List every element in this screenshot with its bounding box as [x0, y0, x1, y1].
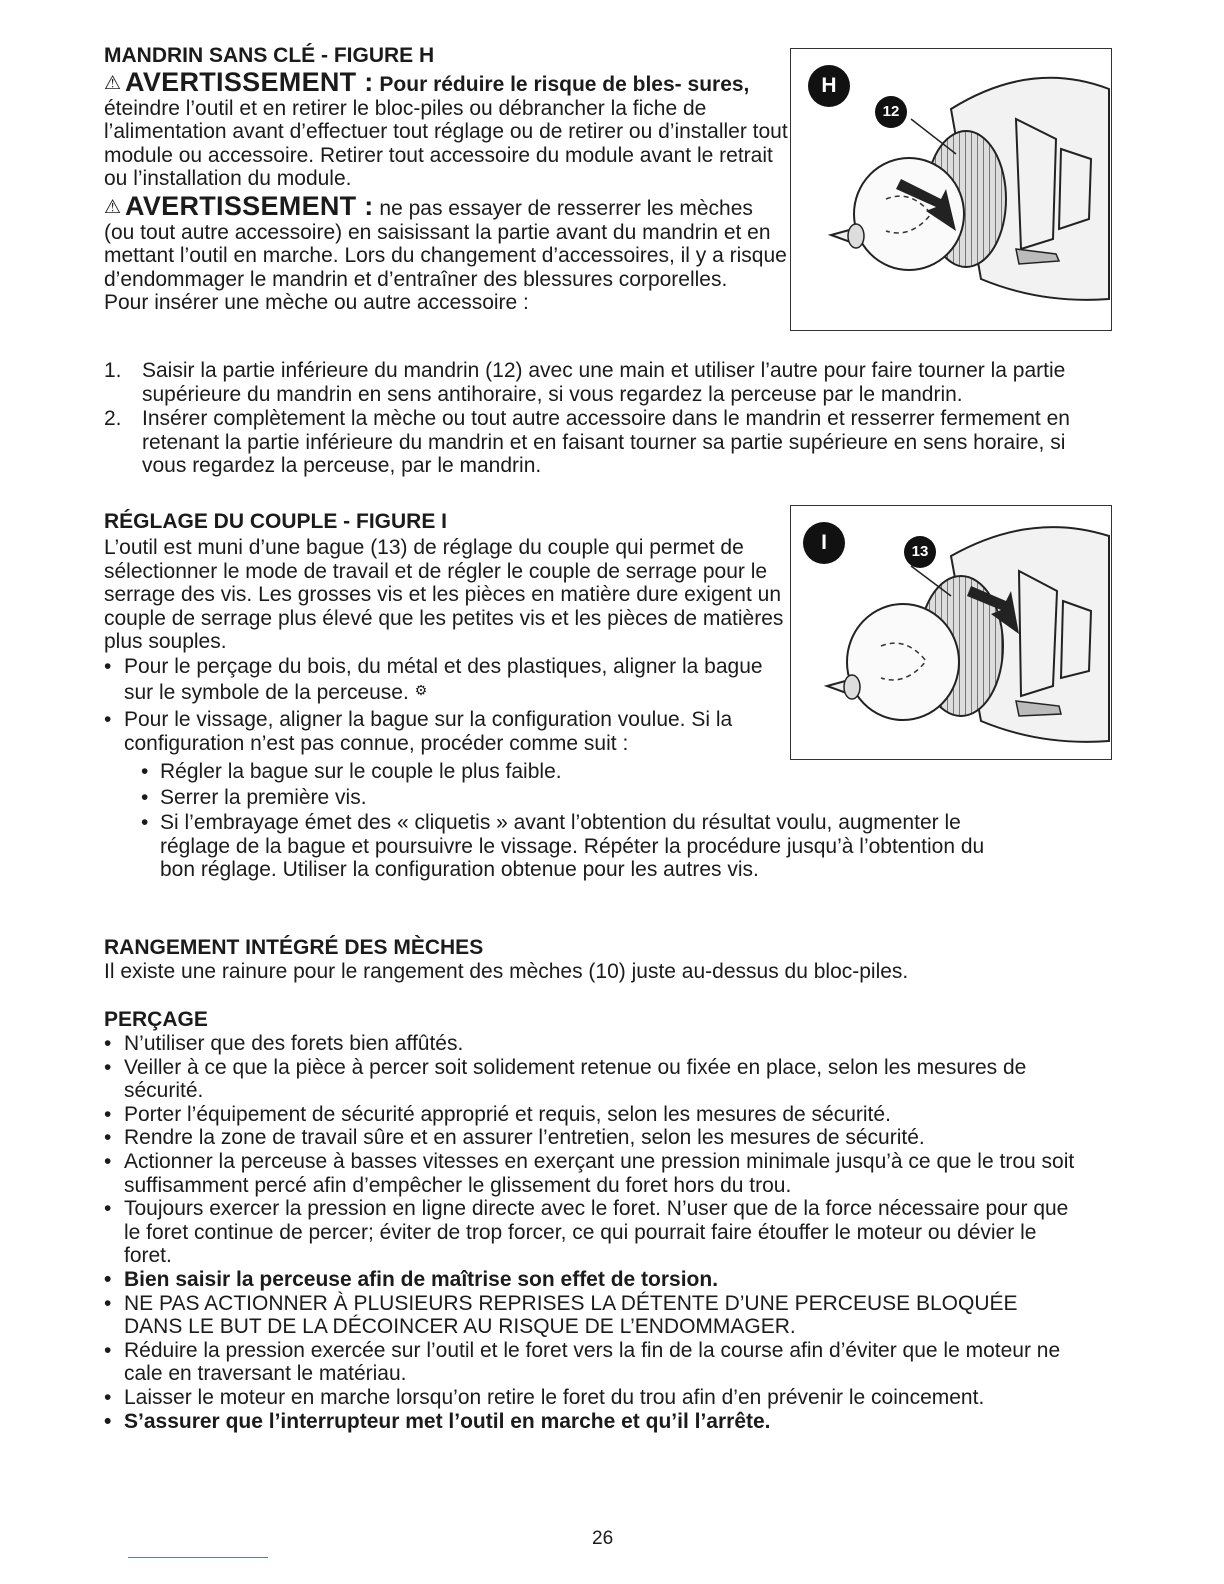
callout-badge: 12 [875, 96, 907, 128]
warning-1-text: éteindre l’outil et en retirer le bloc-piles ou débrancher la fiche de l’alimentation avant d’effectuer tout réglage ou de retirer ou d’installer tout module ou accessoire. Retirer tout accessoire du module avant le retrait ou l’installation du module. [104, 96, 788, 191]
torque-sub-bullets [104, 760, 1074, 882]
list-item: • NE PAS ACTIONNER À PLUSIEURS REPRISES LA DÉTENTE D’UNE PERCEUSE BLOQUÉE DANS LE BUT DE LA DÉCOINCER AU RISQUE DE L’ENDOMMAGER. [104, 1291, 1018, 1339]
list-item: • Si l’embrayage émet des « cliquetis » avant l’obtention du résultat voulu, augmenter le réglage de la bague et poursuivre le vissage. Répéter la procédure jusqu’à l’obtention du bon réglage. Utiliser la configuration obtenue pour les autres vis. [141, 811, 985, 882]
list-item: • Veiller à ce que la pièce à percer soit solidement retenue ou fixée en place, selon les mesures de sécurité. [104, 1055, 1027, 1103]
figure-h [790, 48, 1112, 331]
chuck-steps [104, 359, 1094, 478]
section-torque [104, 510, 788, 755]
figure-letter-badge: H [808, 65, 850, 107]
drilling-bullets [104, 1032, 1104, 1433]
warning-triangle-icon: ⚠ [104, 196, 122, 218]
section-title-torque: RÉGLAGE DU COUPLE - FIGURE I [104, 510, 448, 533]
list-item: 2. Insérer complètement la mèche ou tout autre accessoire dans le mandrin et resserrer fermement en retenant la partie inférieure du mandrin et en faisant tourner sa partie supérieure en sens horaire, si vous regardez la perceuse, par le mandrin. [104, 407, 1070, 478]
list-item: • Réduire la pression exercée sur l’outil et le foret vers la fin de la course afin d’éviter que le moteur ne cale en traversant le matériau. [104, 1338, 1061, 1386]
list-item: • Laisser le moteur en marche lorsqu’on retire le foret du trou afin d’en prévenir le coincement. [104, 1385, 985, 1409]
section-drilling [104, 1008, 1104, 1433]
warning-2-label: AVERTISSEMENT : [125, 190, 374, 221]
figure-i [790, 505, 1112, 760]
section-title-storage: RANGEMENT INTÉGRÉ DES MÈCHES [104, 936, 484, 959]
section-title-drilling: PERÇAGE [104, 1008, 208, 1031]
section-bit-storage [104, 936, 1104, 984]
list-item: • Actionner la perceuse à basses vitesses en exerçant une pression minimale jusqu’à ce que le trou soit suffisamment percé afin d’empêcher le glissement du foret hors du trou. [104, 1149, 1075, 1197]
list-item: • S’assurer que l’interrupteur met l’outil en marche et qu’il l’arrête. [104, 1409, 771, 1433]
section-title-chuck: MANDRIN SANS CLÉ - FIGURE H [104, 44, 435, 67]
section-chuck [104, 44, 788, 315]
list-item: 1. Saisir la partie inférieure du mandrin (12) avec une main et utiliser l’autre pour faire tourner la partie supérieure du mandrin en sens antihoraire, si vous regardez la perceuse par le mandrin. [104, 359, 1066, 406]
list-item: • Régler la bague sur le couple le plus faible. [141, 760, 562, 783]
torque-intro: L’outil est muni d’une bague (13) de réglage du couple qui permet de sélectionner le mode de travail et de régler le couple de serrage pour le serrage des vis. Les grosses vis et les pièces en matière dure exigent un couple de serrage plus élevé que les petites vis et les pièces de matières plus souples. [104, 536, 784, 654]
drill-symbol-icon: ⚙ [414, 681, 428, 698]
list-item: • N’utiliser que des forets bien affûtés. [104, 1032, 464, 1055]
warning-1-lead: Pour réduire le risque de bles- [379, 73, 682, 96]
insert-intro: Pour insérer une mèche ou autre accessoire : [104, 291, 529, 315]
list-item: • Pour le perçage du bois, du métal et des plastiques, aligner la bague sur le symbole de la perceuse. ⚙ [104, 654, 763, 704]
list-item: • Serrer la première vis. [141, 785, 367, 809]
storage-text: Il existe une rainure pour le rangement des mèches (10) juste au-dessus du bloc-piles. [104, 960, 909, 983]
torque-bullets [104, 655, 788, 755]
list-item: • Rendre la zone de travail sûre et en assurer l’entretien, selon les mesures de sécurité. [104, 1126, 925, 1150]
warning-1-label: AVERTISSEMENT : [125, 67, 374, 97]
figure-letter-badge: I [803, 522, 845, 564]
list-item: • Porter l’équipement de sécurité approprié et requis, selon les mesures de sécurité. [104, 1102, 891, 1126]
warning-2-text: ne pas essayer de resserrer les mèches (ou tout autre accessoire) en saisissant la partie avant du mandrin et en mettant l’outil en marche. Lors du changement d’accessoires, il y a risque d’endommager le mandrin et d’entraîner des blessures corporelles. [104, 196, 787, 291]
warning-1 [104, 67, 788, 191]
footer-rule [128, 1557, 268, 1558]
list-item: • Toujours exercer la pression en ligne directe avec le foret. N’user que de la force nécessaire pour que le foret continue de percer; éviter de trop forcer, ce qui pourrait faire étouffer le moteur ou dévier le foret. [104, 1197, 1069, 1268]
warning-triangle-icon: ⚠ [104, 73, 122, 94]
list-item: • Bien saisir la perceuse afin de maîtrise son effet de torsion. [104, 1267, 719, 1291]
warning-1-lead-2: sures, [687, 73, 750, 96]
list-item: • Pour le vissage, aligner la bague sur la configuration voulue. Si la configuration n’est pas connue, procéder comme suit : [104, 708, 733, 755]
warning-2 [104, 190, 788, 291]
page-number: 26 [592, 1528, 614, 1549]
callout-badge: 13 [904, 536, 936, 568]
